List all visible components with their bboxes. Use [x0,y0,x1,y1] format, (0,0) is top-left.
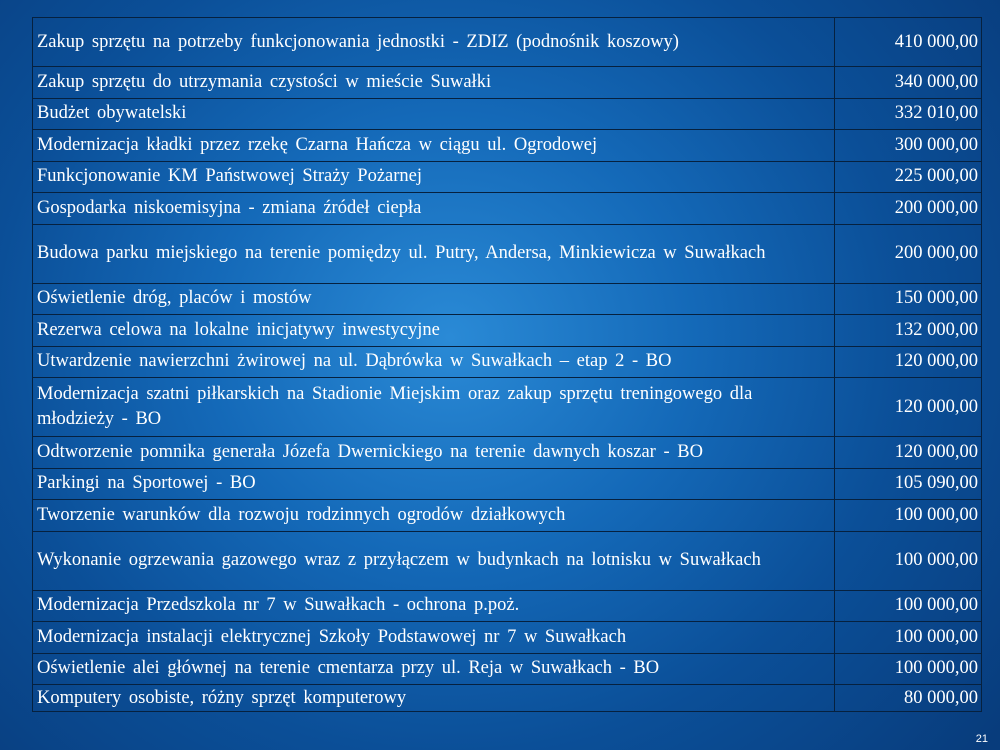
row-amount: 105 090,00 [835,468,982,500]
row-name: Rezerwa celowa na lokalne inicjatywy inwestycyjne [33,315,835,347]
table-row [33,224,982,283]
row-amount: 120 000,00 [835,346,982,378]
row-name: Modernizacja instalacji elektrycznej Szkoły Podstawowej nr 7 w Suwałkach [33,622,835,654]
row-name: Odtworzenie pomnika generała Józefa Dwernickiego na terenie dawnych koszar - BO [33,437,835,469]
row-amount: 200 000,00 [835,224,982,283]
table-row [33,315,982,347]
row-name: Modernizacja Przedszkola nr 7 w Suwałkach - ochrona p.poż. [33,590,835,622]
row-amount: 100 000,00 [835,622,982,654]
table-row [33,161,982,193]
row-name: Gospodarka niskoemisyjna - zmiana źródeł ciepła [33,193,835,225]
row-amount: 225 000,00 [835,161,982,193]
row-name: Zakup sprzętu do utrzymania czystości w mieście Suwałki [33,67,835,99]
row-amount: 150 000,00 [835,283,982,315]
table-row [33,283,982,315]
table-row [33,468,982,500]
row-amount: 100 000,00 [835,590,982,622]
row-amount: 100 000,00 [835,531,982,590]
row-name: Oświetlenie dróg, placów i mostów [33,283,835,315]
row-name: Zakup sprzętu na potrzeby funkcjonowania jednostki - ZDIZ (podnośnik koszowy) [33,18,835,67]
table-row [33,653,982,685]
table-row [33,67,982,99]
table-row [33,193,982,225]
table-row [33,531,982,590]
page-number: 21 [975,733,988,745]
row-name: Funkcjonowanie KM Państwowej Straży Pożarnej [33,161,835,193]
table-row [33,346,982,378]
table-row [33,622,982,654]
row-name: Komputery osobiste, różny sprzęt komputerowy [33,685,835,712]
table-row [33,378,982,437]
budget-table [32,17,982,712]
row-amount: 410 000,00 [835,18,982,67]
row-name: Parkingi na Sportowej - BO [33,468,835,500]
table-row [33,18,982,67]
row-name: Budowa parku miejskiego na terenie pomiędzy ul. Putry, Andersa, Minkiewicza w Suwałkach [33,224,835,283]
row-amount: 340 000,00 [835,67,982,99]
row-amount: 132 000,00 [835,315,982,347]
row-amount: 332 010,00 [835,98,982,130]
table-row [33,98,982,130]
row-amount: 120 000,00 [835,437,982,469]
row-name: Budżet obywatelski [33,98,835,130]
row-name: Wykonanie ogrzewania gazowego wraz z przyłączem w budynkach na lotnisku w Suwałkach [33,531,835,590]
row-name: Tworzenie warunków dla rozwoju rodzinnych ogrodów działkowych [33,500,835,532]
row-name: Modernizacja szatni piłkarskich na Stadionie Miejskim oraz zakup sprzętu treningowego dla młodzieży - BO [33,378,835,437]
row-amount: 80 000,00 [835,685,982,712]
row-amount: 100 000,00 [835,500,982,532]
table-row [33,500,982,532]
row-amount: 100 000,00 [835,653,982,685]
row-amount: 300 000,00 [835,130,982,162]
row-name: Oświetlenie alei głównej na terenie cmentarza przy ul. Reja w Suwałkach - BO [33,653,835,685]
table-row [33,590,982,622]
row-name: Utwardzenie nawierzchni żwirowej na ul. Dąbrówka w Suwałkach – etap 2 - BO [33,346,835,378]
row-amount: 120 000,00 [835,378,982,437]
row-name: Modernizacja kładki przez rzekę Czarna Hańcza w ciągu ul. Ogrodowej [33,130,835,162]
table-row [33,130,982,162]
row-amount: 200 000,00 [835,193,982,225]
table-row [33,685,982,712]
table-row [33,437,982,469]
